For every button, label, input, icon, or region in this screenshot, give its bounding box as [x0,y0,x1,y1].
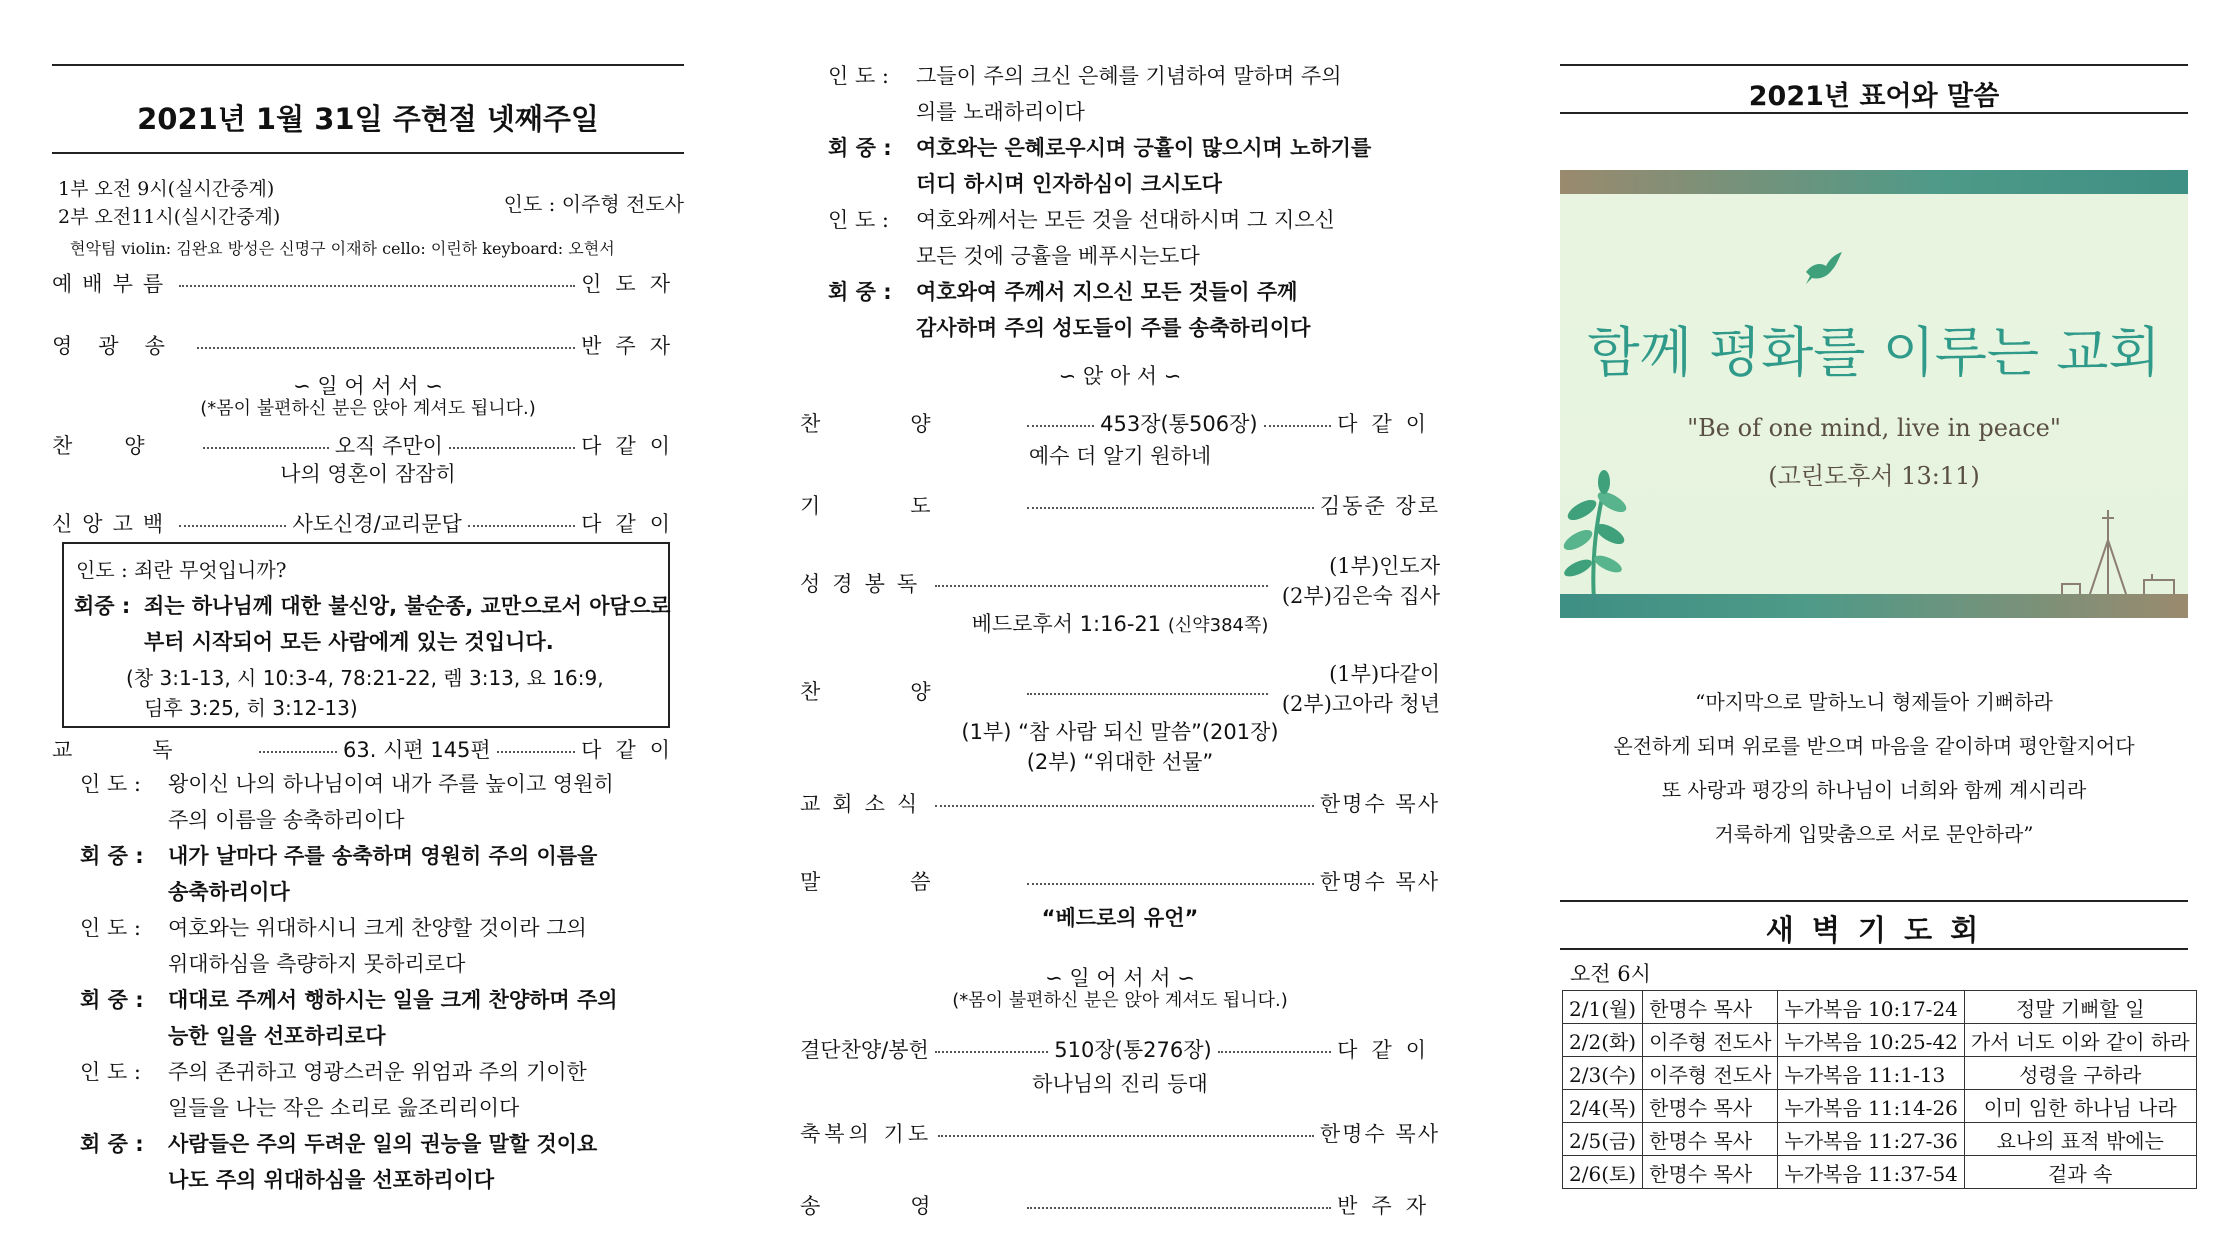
catechism-answer-line-2: 부터 시작되어 모든 사람에게 있는 것입니다. [144,630,554,654]
schedule-passage: 누가복음 10:17-24 [1778,991,1964,1024]
speaker-label: 인 도 : [80,1060,141,1084]
doxology-row [800,1190,1440,1220]
catechism-question: 인도 : 죄란 무엇입니까? [76,558,287,582]
item-leader: 반주자 [581,334,684,358]
dawn-prayer-time: 오전 6시 [1570,962,1651,986]
schedule-sermon-title: 이미 임한 하나님 나라 [1964,1090,2196,1123]
item-label: 신앙고백 [52,512,174,536]
schedule-sermon-title: 정말 기뻐할 일 [1964,991,2196,1024]
rise-instruction: ∽ 일 어 서 서 ∽ [1045,966,1195,990]
item-leader: 다같이 [581,434,685,458]
response-line: 모든 것에 긍휼을 베푸시는도다 [916,244,1200,268]
schedule-row [1563,1024,2197,1057]
motto-reference: (고린도후서 13:11) [1768,462,1980,490]
speaker-label: 인 도 : [828,208,889,232]
sermon-row [800,866,1440,896]
response-line: 대대로 주께서 행하시는 일을 크게 찬양하며 주의 [168,988,618,1012]
speaker-label: 인 도 : [80,772,141,796]
item-leader: 다같이 [1337,412,1441,436]
schedule-sermon-title: 겉과 속 [1964,1156,2196,1189]
schedule-preacher: 한명수 목사 [1643,1090,1778,1123]
schedule-passage: 누가복음 10:25-42 [1778,1024,1964,1057]
closing-hymn-subtitle: 하나님의 진리 등대 [1032,1072,1208,1096]
service-time-2: 2부 오전11시(실시간중계) [58,206,281,228]
hymn-row [800,408,1440,438]
schedule-sermon-title: 가서 너도 이와 같이 하라 [1964,1024,2196,1057]
response-line: 주의 이름을 송축하리이다 [168,808,405,832]
schedule-passage: 누가복음 11:27-36 [1778,1123,1964,1156]
verse-line: “마지막으로 말하노니 형제들아 기뻐하라 [1695,690,2053,714]
response-line: 더디 하시며 인자하심이 크시도다 [916,172,1222,196]
schedule-row [1563,1156,2197,1189]
leader-response [800,58,1440,130]
scripture-reader-2: (2부)김은숙 집사 [1281,584,1440,608]
schedule-passage: 누가복음 11:14-26 [1778,1090,1964,1123]
hymn-row [52,430,684,460]
response-line: 여호와는 은혜로우시며 긍휼이 많으시며 노하기를 [916,136,1372,160]
motto-english-quote: "Be of one mind, live in peace" [1687,414,2061,442]
hymn-title: 453장(통506장) [1100,412,1258,436]
item-label: 교회소식 [800,792,930,816]
response-line: 송축하리이다 [168,880,290,904]
schedule-sermon-title: 요나의 표적 밖에는 [1964,1123,2196,1156]
closing-hymn-title: 510장(통276장) [1054,1038,1212,1062]
item-label: 결단찬양/봉헌 [800,1038,929,1062]
item-label: 찬양 [52,434,197,458]
response-line: 주의 존귀하고 영광스러운 위엄과 주의 기이한 [168,1060,587,1084]
motto-text: 함께 평화를 이루는 교회 [1587,321,2161,384]
item-leader: 한명수 목사 [1319,870,1440,894]
schedule-date: 2/5(금) [1563,1123,1643,1156]
creed-row [52,508,684,538]
item-label: 성경봉독 [800,572,930,596]
item-label: 교독 [52,738,253,762]
item-leader: 다같이 [581,738,685,762]
congregation-response [800,274,1440,346]
dawn-title-rule [1560,948,2188,950]
schedule-passage: 누가복음 11:1-13 [1778,1057,1964,1090]
item-leader: 한명수 목사 [1319,792,1440,816]
prayer-row [800,490,1440,520]
item-label: 말씀 [800,870,1021,894]
responsive-reading-row [52,734,684,764]
item-label: 영광송 [52,334,191,358]
order-of-worship-column-1 [52,0,684,1234]
top-rule [1560,64,2188,66]
response-line: 여호와는 위대하시니 크게 찬양할 것이라 그의 [168,916,587,940]
speaker-label: 회 중 : [80,1132,144,1156]
leader-response [52,1054,684,1126]
hymn-title: 오직 주만이 [334,434,443,458]
schedule-passage: 누가복음 11:37-54 [1778,1156,1964,1189]
hymn-subtitle: 예수 더 알기 원하네 [1028,444,1212,468]
special-hymn-leader-1: (1부)다같이 [1329,662,1440,686]
item-label: 축복의 기도 [800,1122,933,1146]
verse-line: 거룩하게 입맞춤으로 서로 문안하라” [1714,822,2034,846]
sermon-title: “베드로의 유언” [1041,906,1199,930]
schedule-preacher: 이주형 전도사 [1643,1024,1778,1057]
rise-instruction: ∽ 일 어 서 서 ∽ [293,374,443,398]
scripture-reference [800,608,1440,638]
schedule-row [1563,1090,2197,1123]
response-line: 여호와여 주께서 지으신 모든 것들이 주께 [916,280,1298,304]
catechism-box [62,542,670,728]
response-line: 의를 노래하리이다 [916,100,1085,124]
verse-line: 또 사랑과 평강의 하나님이 너희와 함께 계시리라 [1661,778,2087,802]
sit-instruction: ∽ 앉 아 서 ∽ [1058,364,1182,388]
schedule-date: 2/1(월) [1563,991,1643,1024]
rise-note: (*몸이 불편하신 분은 앉아 계셔도 됩니다.) [200,398,536,419]
response-line: 감사하며 주의 성도들이 주를 송축하리이다 [916,316,1311,340]
response-line: 왕이신 나의 하나님이여 내가 주를 높이고 영원히 [168,772,614,796]
response-line: 그들이 주의 크신 은혜를 기념하여 말하며 주의 [916,64,1342,88]
closing-hymn-row [800,1034,1440,1064]
leader-response [52,766,684,838]
top-rule [52,64,684,66]
motto-section-title: 2021년 표어와 말씀 [1748,81,2000,112]
church-news-row [800,788,1440,818]
congregation-response [800,130,1440,202]
orchestra-members: 현악팀 violin: 김완요 방성은 신명구 이재하 cello: 이린하 keyboard: 오현서 [70,239,615,258]
schedule-sermon-title: 성령을 구하라 [1964,1057,2196,1090]
motto-banner [1560,170,2188,618]
item-leader: 인도자 [581,272,684,296]
verse-line: 온전하게 되며 위로를 받으며 마음을 같이하며 평안할지어다 [1613,734,2135,758]
benediction-row [800,1118,1440,1148]
item-label: 송영 [800,1194,1021,1218]
speaker-label: 인 도 : [828,64,889,88]
leaf-plant-icon [1560,470,1630,600]
schedule-date: 2/2(화) [1563,1024,1643,1057]
catechism-answer-line-1: 죄는 하나님께 대한 불신앙, 불순종, 교만으로서 아담으로 [144,594,671,618]
schedule-row [1563,1123,2197,1156]
church-silhouette-icon [2048,510,2188,600]
gloria-row [52,330,684,360]
catechism-ref-line-2: 딤후 3:25, 히 3:12-13) [144,696,358,720]
response-line: 내가 날마다 주를 송축하며 영원히 주의 이름을 [168,844,598,868]
response-line: 위대하심을 측량하지 못하리로다 [168,952,466,976]
speaker-label: 회 중 : [828,280,892,304]
leader-response [800,202,1440,274]
call-to-worship-row [52,268,684,298]
schedule-date: 2/4(목) [1563,1090,1643,1123]
item-label: 찬양 [800,680,1021,704]
catechism-speaker: 회중 : [74,594,131,618]
congregation-response [52,1126,684,1198]
dove-icon [1802,250,1846,290]
leader-response [52,910,684,982]
scripture-ref: 베드로후서 1:16-21 [971,612,1162,636]
speaker-label: 인 도 : [80,916,141,940]
hymn-subtitle: 나의 영혼이 잠잠히 [280,462,456,486]
schedule-row [1563,1057,2197,1090]
item-leader: 다같이 [1337,1038,1441,1062]
special-hymn-song-1: (1부) “참 사람 되신 말씀”(201장) [961,720,1279,744]
item-label: 기도 [800,494,1021,518]
motto-and-dawn-prayer-column [1560,0,2188,1234]
catechism-ref-line-1: (창 3:1-13, 시 10:3-4, 78:21-22, 렘 3:13, 요 16:9, [126,666,604,690]
worship-leader: 인도 : 이주형 전도사 [503,192,684,216]
speaker-label: 회 중 : [80,988,144,1012]
schedule-date: 2/6(토) [1563,1156,1643,1189]
response-line: 나도 주의 위대하심을 선포하리이다 [168,1168,495,1192]
banner-top-band [1560,170,2188,194]
special-hymn-leader-2: (2부)고아라 청년 [1281,692,1440,716]
schedule-row [1563,991,2197,1024]
title-rule [52,152,684,154]
congregation-response [52,838,684,910]
title-rule [1560,112,2188,114]
speaker-label: 회 중 : [80,844,144,868]
page-title: 2021년 1월 31일 주현절 넷째주일 [137,102,599,136]
response-line: 사람들은 주의 두려운 일의 권능을 말할 것이요 [168,1132,598,1156]
response-line: 여호와께서는 모든 것을 선대하시며 그 지으신 [916,208,1335,232]
response-line: 일들을 나는 작은 소리로 읊조리리이다 [168,1096,520,1120]
item-label: 예배부름 [52,272,174,296]
creed-title: 사도신경/교리문답 [292,512,462,536]
speaker-label: 회 중 : [828,136,892,160]
dawn-prayer-title: 새 벽 기 도 회 [1765,913,1983,947]
schedule-preacher: 한명수 목사 [1643,1123,1778,1156]
service-time-1: 1부 오전 9시(실시간중계) [58,178,275,200]
reading-title: 63. 시편 145편 [343,738,491,762]
order-of-worship-column-2 [800,0,1440,1234]
item-label: 찬양 [800,412,1021,436]
dawn-top-rule [1560,900,2188,902]
schedule-preacher: 이주형 전도사 [1643,1057,1778,1090]
item-leader: 김동준 장로 [1319,494,1440,518]
special-hymn-song-2: (2부) “위대한 선물” [1026,750,1214,774]
item-leader: 반주자 [1337,1194,1440,1218]
item-leader: 다같이 [581,512,685,536]
schedule-date: 2/3(수) [1563,1057,1643,1090]
banner-bottom-band [1560,594,2188,618]
rise-note: (*몸이 불편하신 분은 앉아 계셔도 됩니다.) [952,990,1288,1011]
response-line: 능한 일을 선포하리로다 [168,1024,386,1048]
congregation-response [52,982,684,1054]
scripture-reader-1: (1부)인도자 [1329,554,1440,578]
scripture-page: (신약384쪽) [1167,615,1269,636]
dawn-prayer-schedule [1562,990,2197,1189]
schedule-preacher: 한명수 목사 [1643,1156,1778,1189]
item-leader: 한명수 목사 [1319,1122,1440,1146]
schedule-preacher: 한명수 목사 [1643,991,1778,1024]
